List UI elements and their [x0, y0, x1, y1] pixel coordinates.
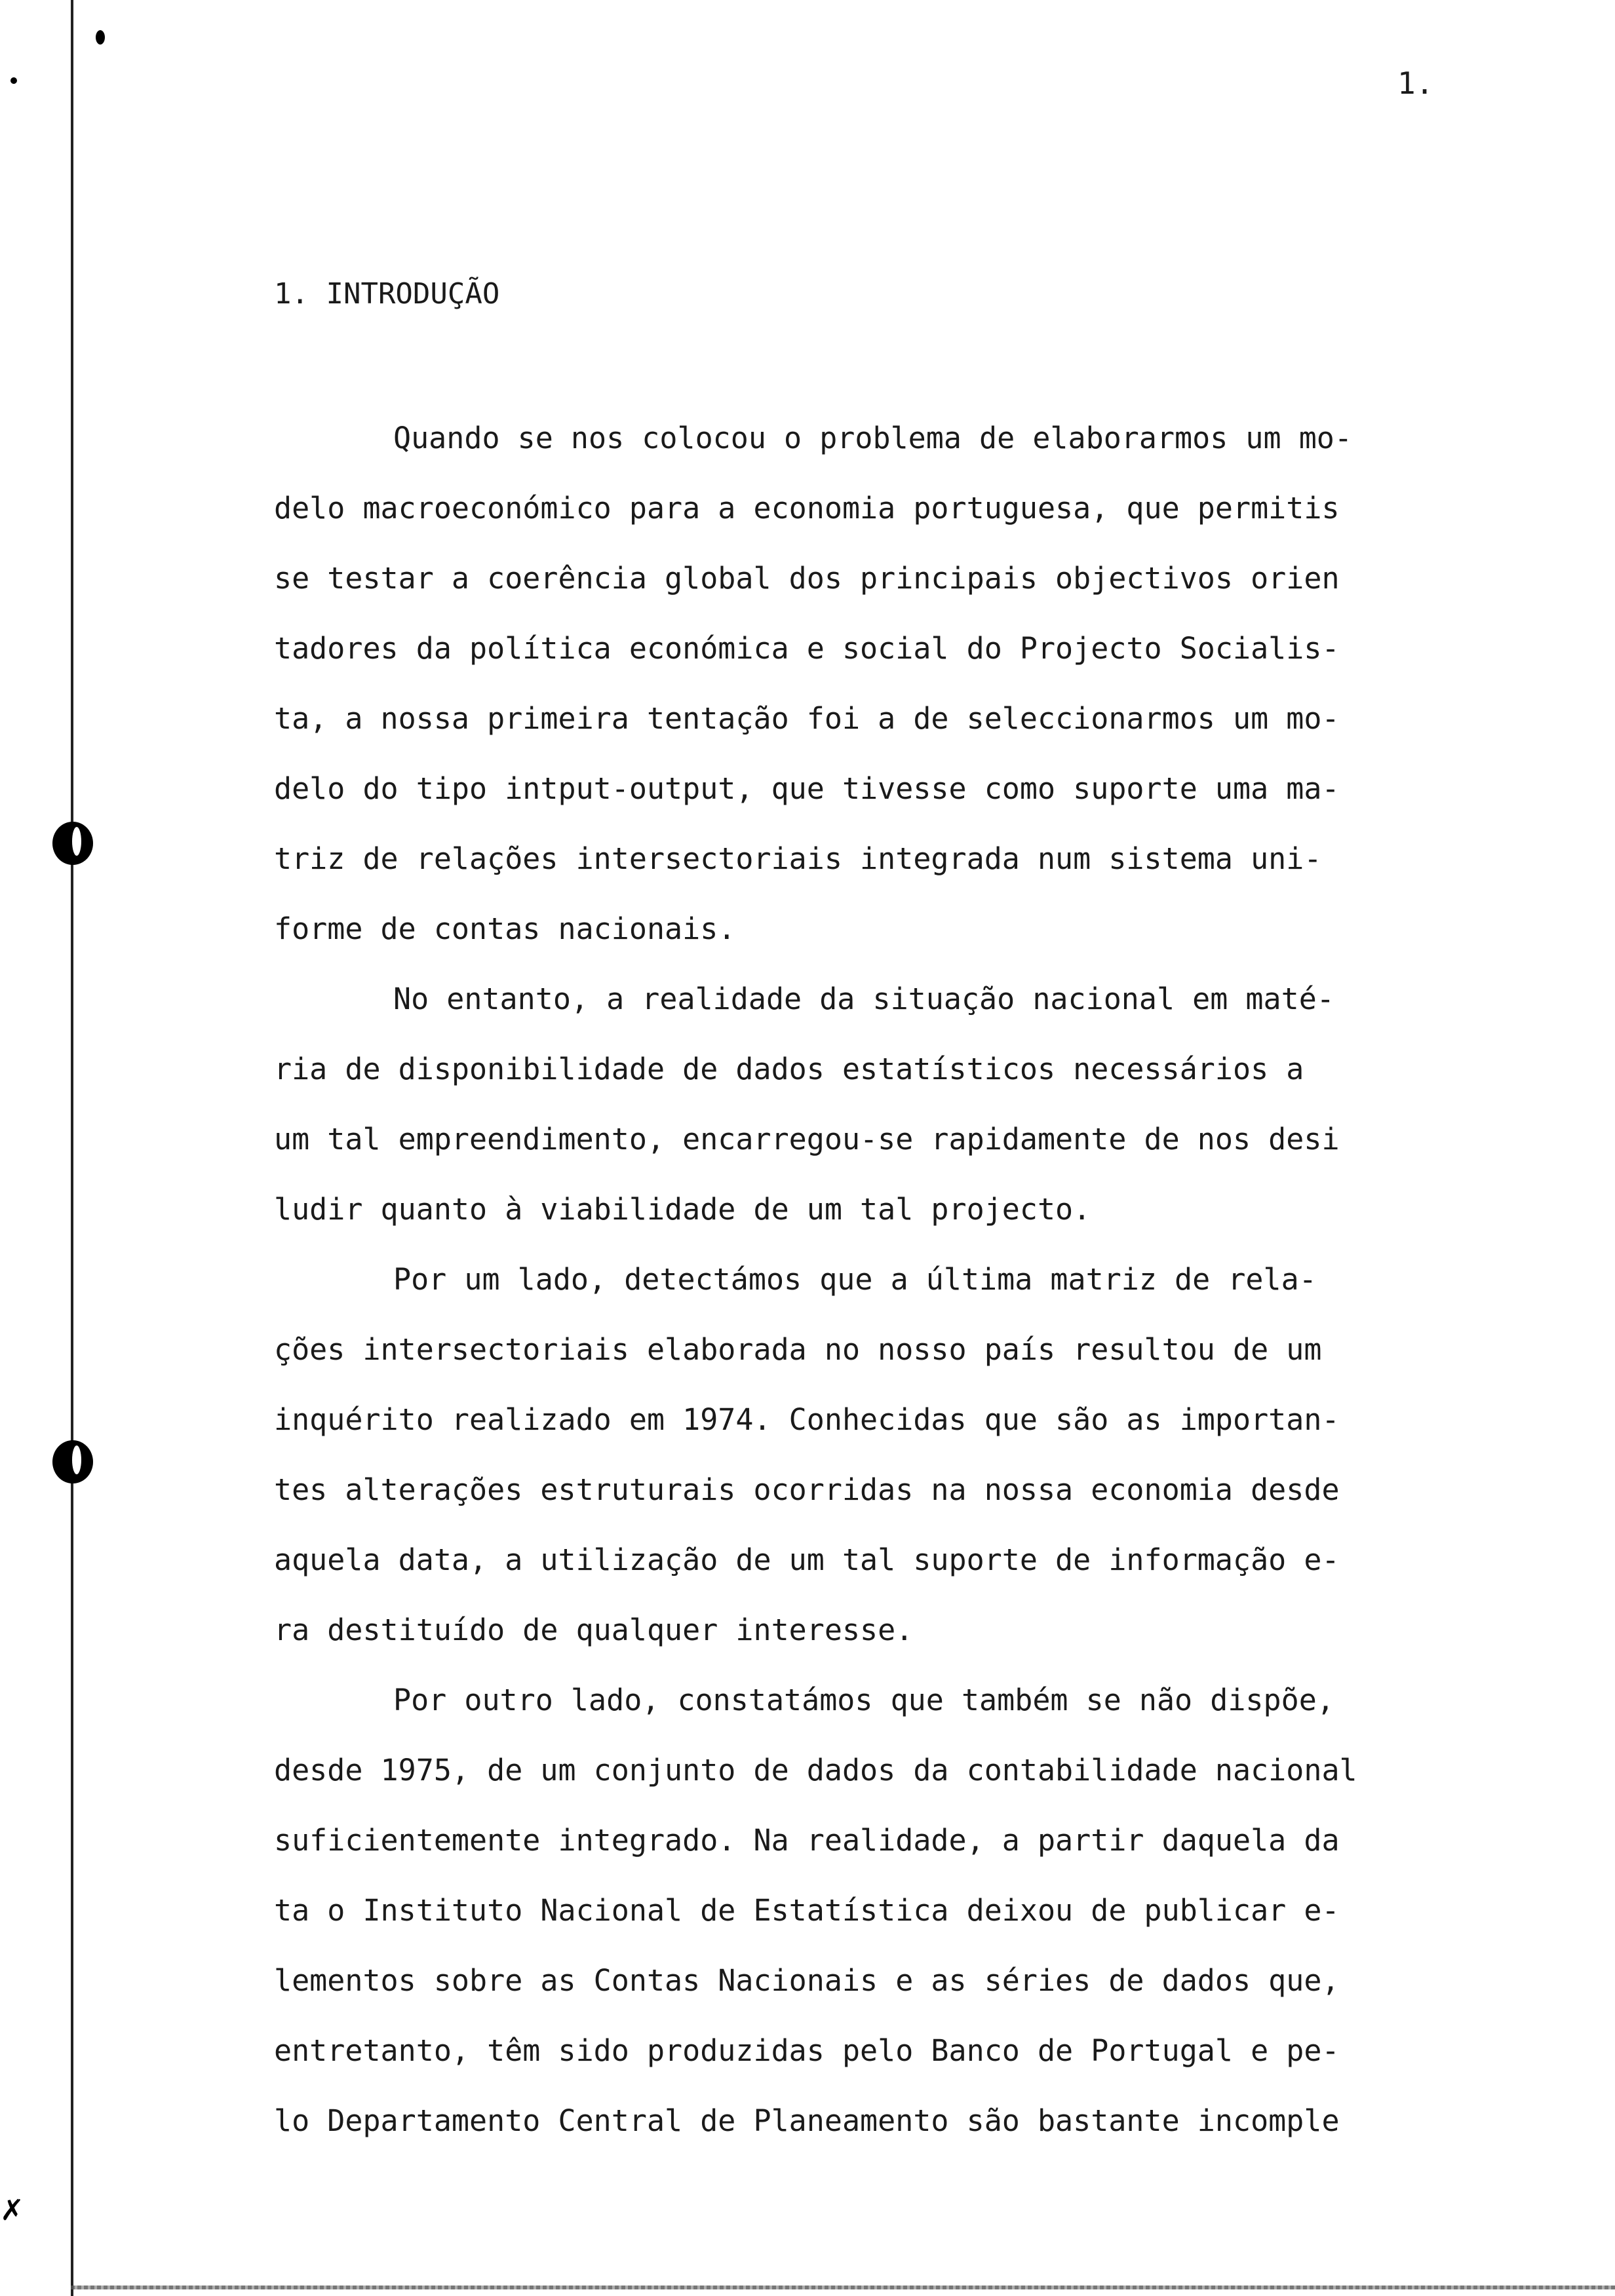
text-line: lo Departamento Central de Planeamento são bastante incomple — [274, 2103, 1340, 2138]
text-line: forme de contas nacionais. — [274, 911, 736, 946]
ink-dot — [10, 77, 17, 84]
text-line: tadores da política económica e social do Projecto Socialis- — [274, 631, 1340, 666]
text-line: Por outro lado, constatámos que também se não dispõe, — [393, 1683, 1334, 1717]
text-line: suficientemente integrado. Na realidade, a partir daquela da — [274, 1823, 1340, 1858]
text-line: desde 1975, de um conjunto de dados da contabilidade nacional — [274, 1753, 1357, 1788]
text-line: inquérito realizado em 1974. Conhecidas que são as importan- — [274, 1402, 1340, 1437]
text-line: se testar a coerência global dos principais objectivos orien — [274, 561, 1340, 596]
text-line: ta, a nossa primeira tentação foi a de seleccionarmos um mo- — [274, 701, 1340, 736]
punch-hole — [52, 822, 93, 865]
text-line: ria de disponibilidade de dados estatísticos necessários a — [274, 1052, 1304, 1086]
text-line: ta o Instituto Nacional de Estatística deixou de publicar e- — [274, 1893, 1340, 1928]
ink-dot — [96, 30, 105, 45]
text-line: um tal empreendimento, encarregou-se rapidamente de nos desi — [274, 1122, 1340, 1157]
text-line: tes alterações estruturais ocorridas na nossa economia desde — [274, 1472, 1340, 1507]
text-line: lementos sobre as Contas Nacionais e as séries de dados que, — [274, 1963, 1340, 1998]
text-line: ra destituído de qualquer interesse. — [274, 1613, 914, 1647]
text-line: triz de relações intersectoriais integrada num sistema uni- — [274, 841, 1322, 876]
section-heading: 1. INTRODUÇÃO — [274, 277, 500, 311]
text-line: delo do tipo intput-output, que tivesse como suporte uma ma- — [274, 771, 1340, 806]
left-margin-line — [71, 0, 73, 2296]
text-line: aquela data, a utilização de um tal suporte de informação e- — [274, 1542, 1340, 1577]
page-number: 1. — [1397, 66, 1434, 101]
text-line: ludir quanto à viabilidade de um tal projecto. — [274, 1192, 1091, 1227]
text-line: No entanto, a realidade da situação nacional em maté- — [393, 982, 1334, 1016]
text-line: Quando se nos colocou o problema de elaborarmos um mo- — [393, 421, 1352, 455]
text-line: entretanto, têm sido produzidas pelo Banco de Portugal e pe- — [274, 2033, 1340, 2068]
corner-mark: ✗ — [0, 2194, 24, 2227]
text-line: delo macroeconómico para a economia portuguesa, que permitis — [274, 491, 1340, 526]
text-line: ções intersectoriais elaborada no nosso país resultou de um — [274, 1332, 1322, 1367]
text-line: Por um lado, detectámos que a última matriz de rela- — [393, 1262, 1317, 1297]
bottom-edge — [71, 2286, 1615, 2289]
punch-hole — [52, 1440, 93, 1483]
